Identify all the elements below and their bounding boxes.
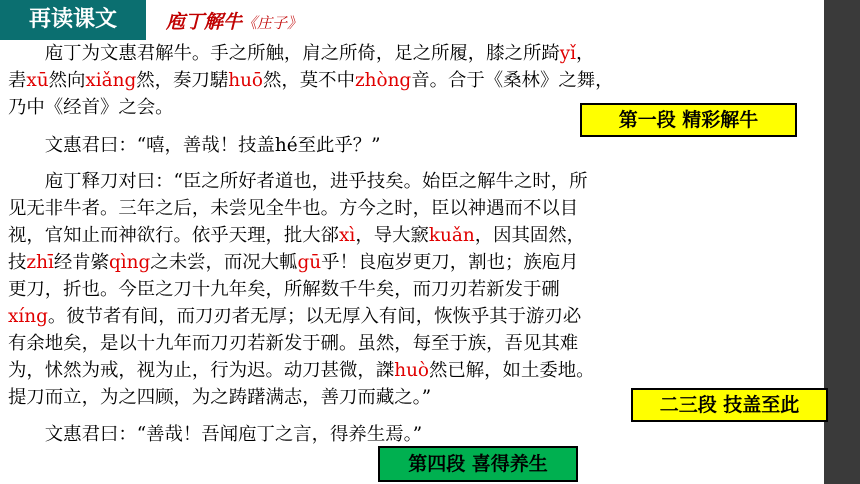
pinyin-annotation: xiǎng (85, 70, 137, 91)
pinyin-annotation: huò (394, 360, 429, 381)
passage-text-segment: ， (576, 43, 595, 64)
passage-text-segment: 然，奏刀騞 (136, 70, 229, 91)
passage-text-segment: 经肯綮 (53, 252, 110, 273)
section-tag-2: 二三段 技盖至此 (631, 388, 828, 422)
passage-text-segment: 为，怵然为戒，视为止，行为迟。动刀甚微，謋 (8, 360, 395, 381)
passage-line (8, 40, 594, 67)
passage-text-segment: 然，莫不中 (263, 70, 355, 91)
passage-text-segment: 音。合于《桑林》之舞， (411, 70, 614, 91)
pinyin-annotation: qìng (109, 252, 151, 273)
passage-text-segment: 之未尝，而况大軱 (150, 252, 298, 273)
passage-line (8, 303, 581, 330)
passage-line (8, 249, 579, 276)
lesson-title (166, 7, 302, 34)
section-tag-3: 第四段 喜得养生 (378, 446, 578, 482)
pinyin-annotation: xíng (8, 306, 48, 327)
passage-text-segment: 然已解，如土委地。 (428, 360, 595, 381)
passage-text-segment: 文惠君曰：“善哉！吾闻庖丁之言，得养生焉。” (8, 424, 423, 445)
pinyin-annotation: zhī (26, 252, 54, 273)
passage-line (8, 132, 381, 159)
passage-text-segment: 庖丁为文惠君解牛。手之所触，肩之所倚，足之所履，膝之所踦 (8, 43, 560, 64)
passage-text-segment: ，导大窾 (355, 225, 429, 246)
lesson-title-text: 庖丁解牛 (166, 11, 243, 33)
passage-text-segment: 文惠君曰：“嘻，善哉！技盖hé至此乎？” (8, 135, 381, 156)
lesson-title-source: 《庄子》 (242, 14, 303, 32)
passage-text-segment: 。彼节者有间，而刀刃者无厚；以无厚入有间，恢恢乎其于游刃必 (47, 306, 582, 327)
passage-line (8, 276, 560, 303)
pinyin-annotation: xū (26, 70, 49, 91)
section-tab: 再读课文 (0, 0, 146, 40)
passage-text-segment: 见无非牛者。三年之后，未尝见全牛也。方今之时，臣以神遇而不以目 (8, 198, 579, 219)
passage-line (8, 384, 431, 411)
passage-line (8, 67, 614, 94)
pinyin-annotation: xì (339, 225, 356, 246)
pinyin-annotation: yǐ (559, 43, 577, 64)
passage-text-segment: 庖丁释刀对曰：“臣之所好者道也，进乎技矣。始臣之解牛之时，所 (8, 171, 588, 192)
passage-line (8, 421, 422, 448)
passage-line (8, 330, 578, 357)
passage-text-segment: 砉 (8, 70, 27, 91)
passage-text-segment: ，因其固然， (474, 225, 586, 246)
passage-line (8, 222, 585, 249)
passage-text-segment: 然向 (48, 70, 86, 91)
passage-line (8, 168, 588, 195)
passage-text-segment: 乎！良庖岁更刀，割也；族庖月 (321, 252, 579, 273)
passage-line (8, 357, 595, 384)
passage-text-segment: 有余地矣，是以十九年而刀刃若新发于硎。虽然，每至于族，吾见其难 (8, 333, 579, 354)
pinyin-annotation: huō (228, 70, 263, 91)
passage-text-segment: 视，官知止而神欲行。依乎天理，批大郤 (8, 225, 340, 246)
pinyin-annotation: kuǎn (428, 225, 475, 246)
passage-line (8, 94, 174, 121)
section-tag-1: 第一段 精彩解牛 (580, 103, 797, 137)
passage-text-segment: 更刀，折也。今臣之刀十九年矣，所解数千牛矣，而刀刃若新发于硎 (8, 279, 560, 300)
pinyin-annotation: gū (297, 252, 322, 273)
pinyin-annotation: zhòng (354, 70, 412, 91)
passage-text-segment: 提刀而立，为之四顾，为之踌躇满志，善刀而藏之。” (8, 387, 432, 408)
right-edge-strip (824, 0, 860, 484)
passage-text-segment: 技 (8, 252, 27, 273)
passage-line (8, 195, 578, 222)
passage-text-segment: 乃中《经首》之会。 (8, 97, 174, 118)
